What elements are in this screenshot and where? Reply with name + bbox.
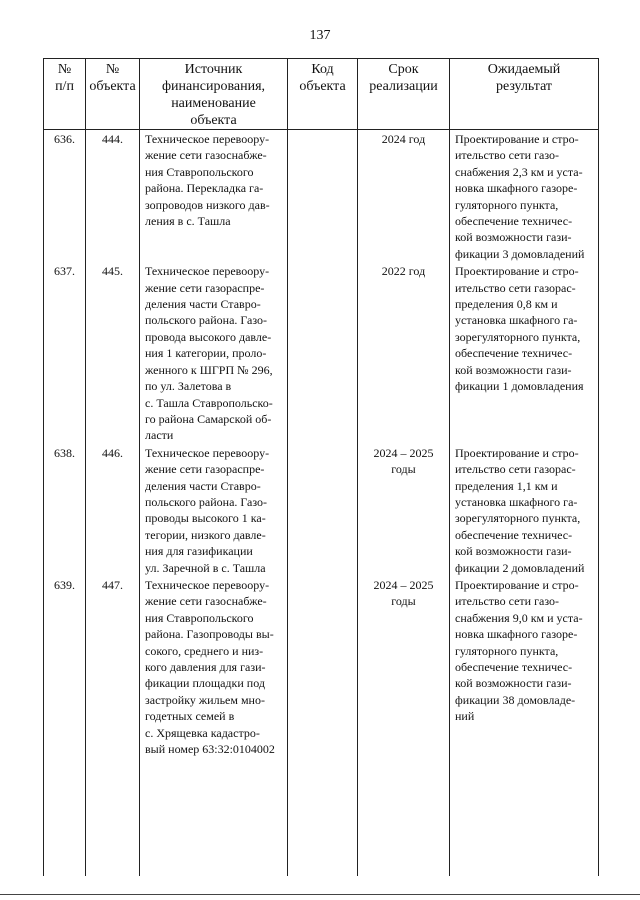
row-number: 639. [44,576,86,876]
header-implementation-term [358,59,450,130]
header-implementation-term-label: Срок реализации [369,62,438,94]
implementation-term: 2024 – 2025 годы [358,576,450,876]
header-expected-result [450,59,599,130]
table-row [44,130,599,263]
header-financing-source-label: Источник финансирования, наименование объекта [161,62,266,128]
implementation-term: 2024 год [358,130,450,263]
row-number: 638. [44,444,86,576]
table-row [44,444,599,576]
row-number: 636. [44,130,86,263]
table-row [44,576,599,876]
object-number: 445. [86,262,140,443]
header-object-code-label: Код объекта [299,62,346,94]
object-number: 447. [86,576,140,876]
bottom-rule [0,894,640,895]
financing-source: Техническое перевоору- жение сети газоснабже- ния Ставропольского района. Газопроводы вы- сокого, среднего и низ- кого давления для гази- фикации площадки под застройку жильем мно- годетных семей в с. Хрящевка кадастро- вый номер 63:32:0104002 [140,576,288,876]
expected-result: Проектирование и стро- ительство сети газо- снабжения 2,3 км и уста- новка шкафного газоре- гуляторного пункта, обеспечение техничес- кой возможности гази- фикации 3 домовладений [450,130,599,263]
header-row-number [44,59,86,130]
object-code [288,262,358,443]
header-object-number-label: № объекта [89,62,136,94]
expected-result: Проектирование и стро- ительство сети газорас- пределения 0,8 км и установка шкафного га- зорегуляторного пункта, обеспечение техничес- кой возможности гази- фикации 1 домовладения [450,262,599,443]
object-code [288,576,358,876]
header-financing-source [140,59,288,130]
object-number: 446. [86,444,140,576]
financing-table [43,58,599,876]
object-number: 444. [86,130,140,263]
expected-result: Проектирование и стро- ительство сети газорас- пределения 1,1 км и установка шкафного га- зорегуляторного пункта, обеспечение техничес- кой возможности гази- фикации 2 домовладений [450,444,599,576]
header-object-number [86,59,140,130]
financing-source: Техническое перевоору- жение сети газораспре- деления части Ставро- польского района. Газо- проводы высокого 1 ка- тегории, низкого давле- ния для газификации ул. Заречной в с. Ташла [140,444,288,576]
expected-result: Проектирование и стро- ительство сети газо- снабжения 9,0 км и уста- новка шкафного газоре- гуляторного пункта, обеспечение техничес- кой возможности гази- фикации 38 домовладе- ний [450,576,599,876]
row-number: 637. [44,262,86,443]
header-row-number-label: № п/п [55,62,74,94]
table-header-row [44,59,599,130]
financing-source: Техническое перевоору- жение сети газораспре- деления части Ставро- польского района. Газо- провода высокого давле- ния 1 категории, проло- женного к ШГРП № 296, по ул. Залетова в с. Ташла Ставропольско- го района Самарской об- ласти [140,262,288,443]
implementation-term: 2024 – 2025 годы [358,444,450,576]
object-code [288,130,358,263]
table-row [44,262,599,443]
object-code [288,444,358,576]
implementation-term: 2022 год [358,262,450,443]
header-expected-result-label: Ожидаемый результат [487,62,561,94]
page-number: 137 [309,28,331,43]
financing-source: Техническое перевоору- жение сети газоснабже- ния Ставропольского района. Перекладка га- зопроводов низкого дав- ления в с. Ташла [140,130,288,263]
header-object-code [288,59,358,130]
